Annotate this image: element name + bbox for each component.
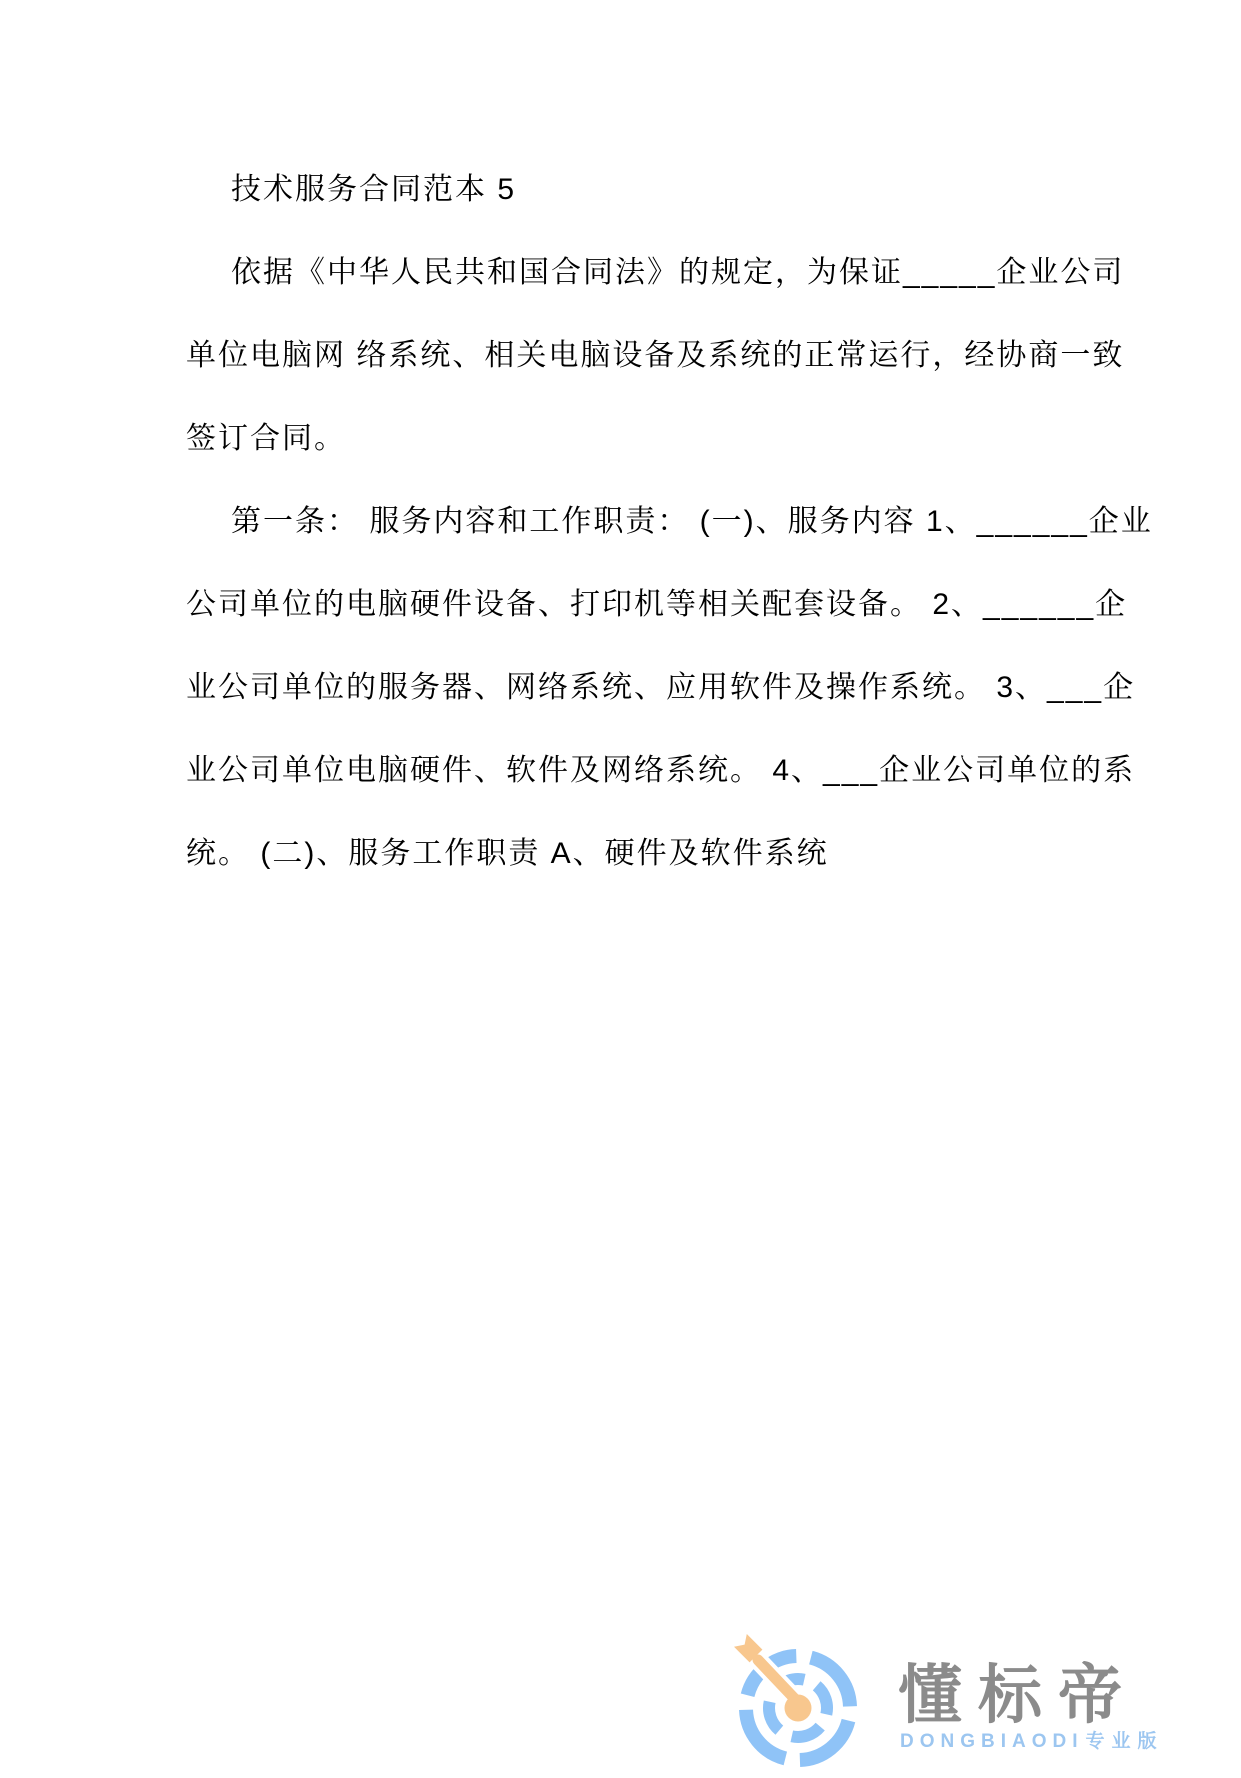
document-line: 业公司单位电脑硬件、软件及网络系统。 4、___企业公司单位的系	[186, 754, 1136, 787]
document-line: 单位电脑网 络系统、相关电脑设备及系统的正常运行，经协商一致	[186, 339, 1125, 372]
document-line: 依据《中华人民共和国合同法》的规定，为保证_____企业公司	[231, 256, 1125, 289]
brand-name-cn: 懂标帝	[898, 1659, 1138, 1731]
document-body	[186, 148, 1153, 895]
dongbiaodi-watermark	[726, 1630, 1241, 1760]
document-line: 签订合同。	[186, 422, 346, 455]
brand-edition: 专业版	[1085, 1731, 1164, 1752]
document-line: 业公司单位的服务器、网络系统、应用软件及操作系统。 3、___企	[186, 671, 1136, 704]
document-title: 技术服务合同范本 5	[231, 173, 517, 206]
brand-name-sub	[900, 1726, 1164, 1753]
document-line: 公司单位的电脑硬件设备、打印机等相关配套设备。 2、______企	[186, 588, 1128, 621]
target-with-dart-icon	[726, 1634, 870, 1778]
document-line: 统。 (二)、服务工作职责 A、硬件及软件系统	[186, 837, 829, 870]
document-line: 第一条： 服务内容和工作职责： (一)、服务内容 1、______企业	[231, 505, 1153, 538]
brand-name-en: DONGBIAODI	[900, 1731, 1084, 1752]
